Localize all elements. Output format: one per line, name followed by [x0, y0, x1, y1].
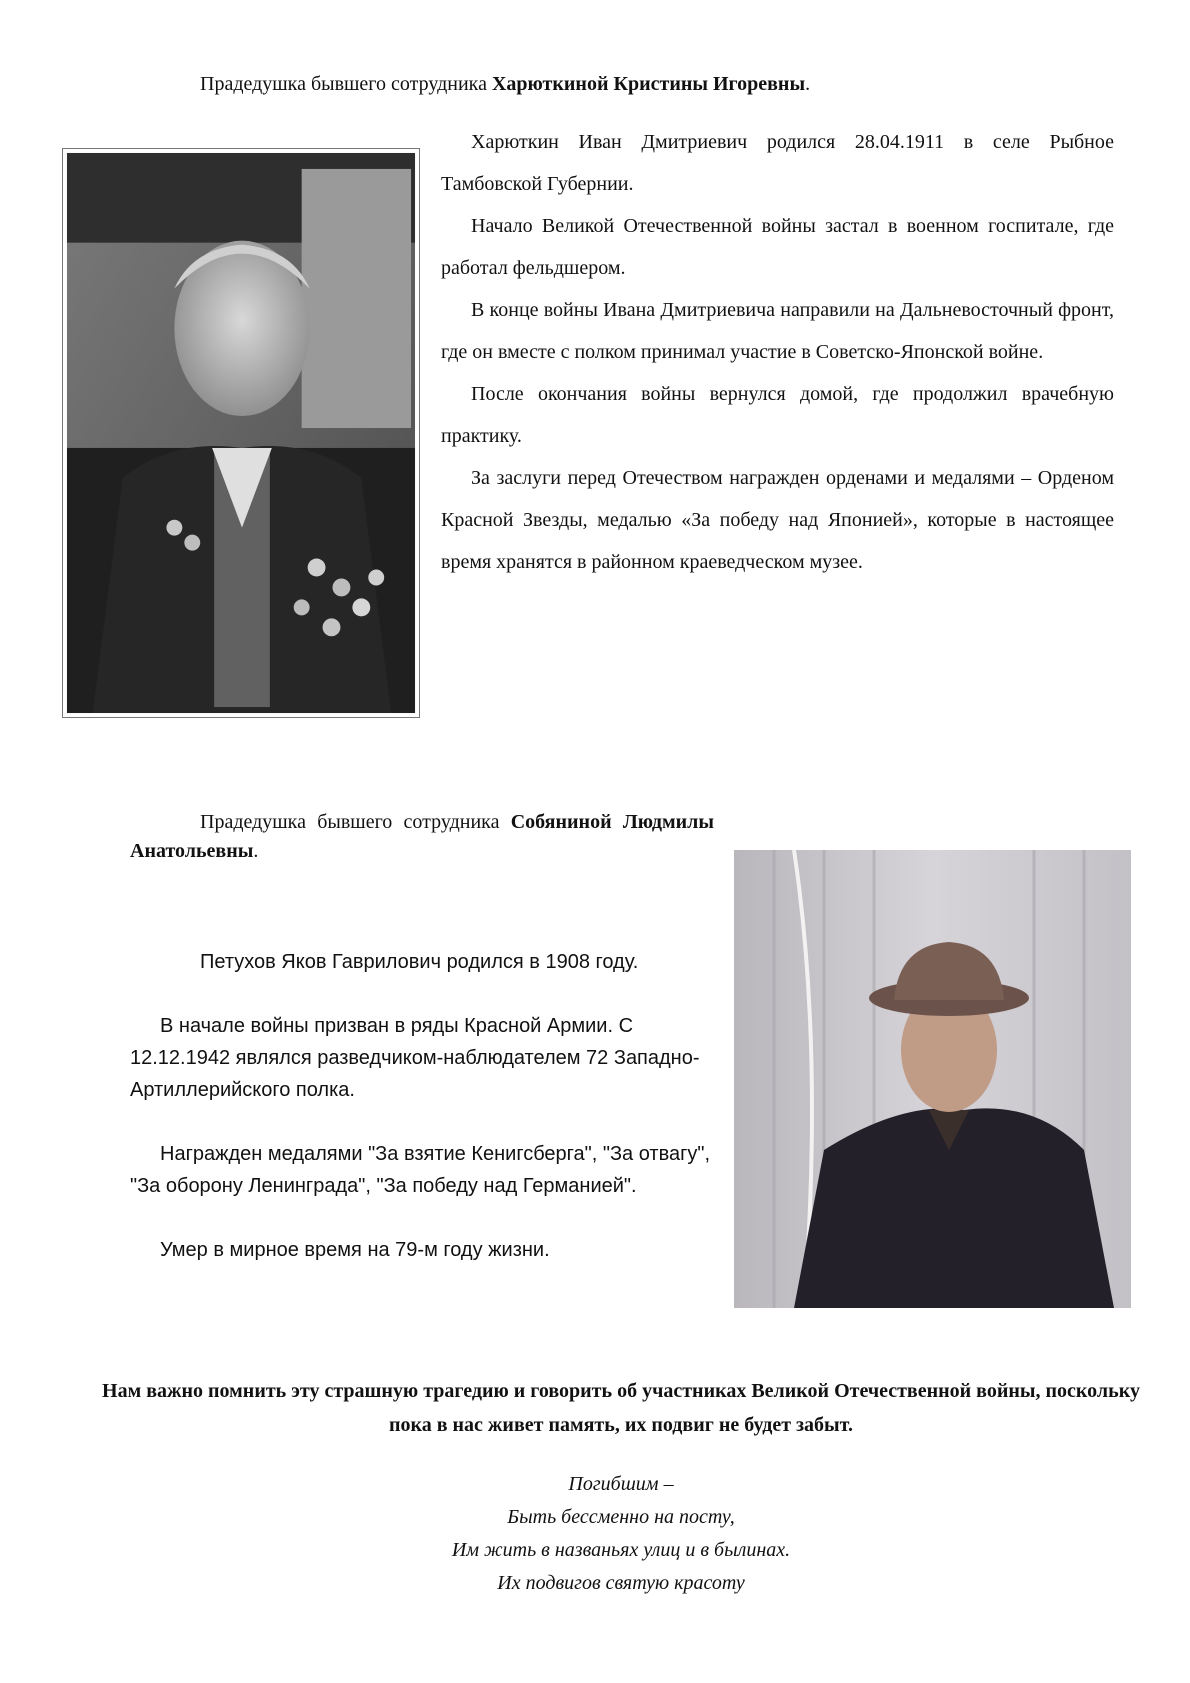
- poem-line: Погибшим –: [568, 1473, 674, 1495]
- bio-paragraph: За заслуги перед Отечеством награжден орденами и медалями – Орденом Красной Звезды, медалью «За победу над Японией», которые в настоящее время хранятся в районном краеведческом музее.: [441, 467, 1114, 573]
- intro-suffix: .: [253, 840, 259, 862]
- intro-text: Прадедушка бывшего сотрудника: [200, 73, 492, 95]
- intro-ivan: [200, 70, 810, 98]
- closing-statement: Нам важно помнить эту страшную трагедию и говорить об участниках Великой Отечественной войны, поскольку пока в нас живет память, их подвиг не будет забыт.: [102, 1380, 1140, 1436]
- bio-paragraph: Умер в мирное время на 79-м году жизни.: [160, 1239, 550, 1261]
- bio-paragraph: Награжден медалями "За взятие Кенигсберга", "За отвагу", "За оборону Ленинграда", "За победу над Германией".: [130, 1143, 711, 1197]
- employee-name: Собяниной Людмилы Анатольевны: [130, 811, 714, 862]
- poem: [100, 1468, 1142, 1600]
- biography-yakov: [130, 946, 714, 1298]
- intro-text: Прадедушка бывшего сотрудника: [200, 811, 511, 833]
- portrait-yakov: [734, 850, 1131, 1308]
- intro-suffix: .: [805, 73, 811, 95]
- bio-paragraph: В начале войны призван в ряды Красной Армии. С 12.12.1942 являлся разведчиком-наблюдателем 72 Западно-Артиллерийского полка.: [130, 1015, 700, 1101]
- portrait-ivan: [62, 148, 420, 718]
- biography-ivan: [441, 121, 1114, 583]
- employee-name: Харюткиной Кристины Игоревны: [491, 73, 806, 95]
- bio-paragraph: После окончания войны вернулся домой, где продолжил врачебную практику.: [441, 383, 1114, 447]
- poem-line: Им жить в названьях улиц и в былинах.: [451, 1539, 791, 1561]
- intro-yakov: [130, 808, 714, 866]
- bio-paragraph: В конце войны Ивана Дмитриевича направили на Дальневосточный фронт, где он вместе с полком принимал участие в Советско-Японской войне.: [441, 299, 1114, 363]
- poem-line: Их подвигов святую красоту: [497, 1572, 745, 1594]
- bio-paragraph: Петухов Яков Гаврилович родился в 1908 году.: [200, 951, 639, 973]
- bio-paragraph: Начало Великой Отечественной войны застал в военном госпитале, где работал фельдшером.: [441, 215, 1114, 279]
- bio-paragraph: Харюткин Иван Дмитриевич родился 28.04.1911 в селе Рыбное Тамбовской Губернии.: [441, 131, 1114, 195]
- poem-line: Быть бессменно на посту,: [507, 1506, 735, 1528]
- portrait-yakov-image: [734, 850, 1131, 1308]
- portrait-ivan-image: [63, 149, 419, 717]
